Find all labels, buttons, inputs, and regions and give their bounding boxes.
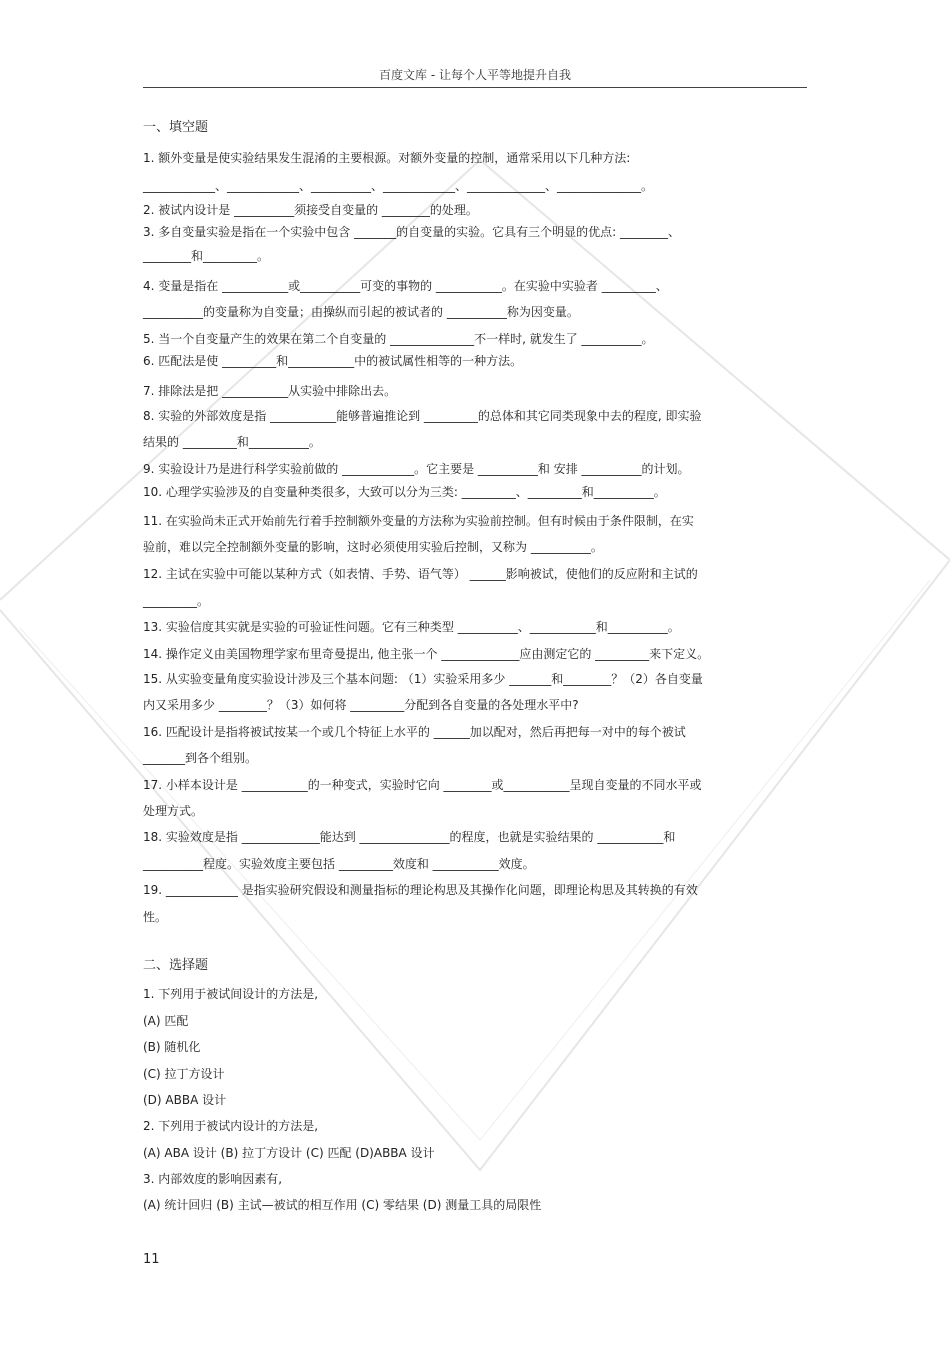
page-header: 百度文库 - 让每个人平等地提升自我 [379, 68, 571, 82]
question-line: 18. 实验效度是指 _____________能达到 _______________的程度，也就是实验结果的 ___________和 [143, 830, 676, 844]
choice-line: 3. 内部效度的影响因素有, [143, 1172, 283, 1186]
question-line: _______到各个组别。 [143, 751, 258, 765]
question-line: 9. 实验设计乃是进行科学实验前做的 ____________。它主要是 __________和 安排 __________的计划。 [143, 462, 690, 476]
question-line: 16. 匹配设计是指将被试按某一个或几个特征上水平的 ______加以配对，然后再把每一对中的每个被试 [143, 725, 686, 739]
question-line: 性。 [143, 910, 168, 924]
page-number: 11 [143, 1252, 160, 1267]
choice-line: 2. 下列用于被试内设计的方法是, [143, 1119, 319, 1133]
choice-line: (A) ABA 设计 (B) 拉丁方设计 (C) 匹配 (D)ABBA 设计 [143, 1146, 435, 1160]
choice-line: (A) 匹配 [143, 1014, 189, 1028]
question-line: 验前，难以完全控制额外变量的影响，这时必须使用实验后控制，又称为 __________。 [143, 540, 603, 554]
question-line: 11. 在实验尚未正式开始前先行着手控制额外变量的方法称为实验前控制。但有时候由于条件限制，在实 [143, 514, 694, 528]
section-title-fill-in: 一、填空题 [143, 120, 209, 135]
question-line: 2. 被试内设计是 __________须接受自变量的 ________的处理。 [143, 203, 478, 217]
question-line: 4. 变量是指在 ___________或__________可变的事物的 ___________。在实验中实验者 _________、 [143, 279, 668, 293]
question-line: 6. 匹配法是使 _________和___________中的被试属性相等的一种方法。 [143, 354, 523, 368]
question-line: 1. 额外变量是使实验结果发生混淆的主要根源。对额外变量的控制，通常采用以下几种方法: [143, 151, 631, 165]
question-line: 12. 主试在实验中可能以某种方式（如表情、手势、语气等） ______影响被试，使他们的反应附和主试的 [143, 567, 698, 581]
question-line: 10. 心理学实验涉及的自变量种类很多，大致可以分为三类: _________、_________和__________。 [143, 485, 666, 499]
section-title-multiple-choice: 二、选择题 [143, 958, 209, 973]
question-line: ____________、____________、__________、____________、_____________、______________。 [143, 179, 654, 193]
question-line: 15. 从实验变量角度实验设计涉及三个基本问题: （1）实验采用多少 _______和________？（2）各自变量 [143, 672, 703, 686]
choice-line: (A) 统计回归 (B) 主试—被试的相互作用 (C) 零结果 (D) 测量工具的局限性 [143, 1198, 542, 1212]
choice-line: 1. 下列用于被试间设计的方法是, [143, 987, 319, 1001]
question-line: 17. 小样本设计是 ___________的一种变式，实验时它向 ________或___________呈现自变量的不同水平或 [143, 778, 702, 792]
question-line: 19. ____________ 是指实验研究假设和测量指标的理论构思及其操作化问题，即理论构思及其转换的有效 [143, 883, 698, 897]
question-line: __________程度。实验效度主要包括 _________效度和 ___________效度。 [143, 857, 535, 871]
question-line: 3. 多自变量实验是指在一个实验中包含 _______的自变量的实验。它具有三个明显的优点: ________、 [143, 225, 680, 239]
question-line: __________的变量称为自变量；由操纵而引起的被试者的 __________称为因变量。 [143, 305, 579, 319]
header-divider [143, 87, 807, 88]
question-line: 7. 排除法是把 ___________从实验中排除出去。 [143, 384, 397, 398]
question-line: _________。 [143, 594, 210, 608]
question-line: 8. 实验的外部效度是指 ___________能够普遍推论到 _________的总体和其它同类现象中去的程度, 即实验 [143, 409, 702, 423]
choice-line: (D) ABBA 设计 [143, 1093, 227, 1107]
choice-line: (C) 拉丁方设计 [143, 1067, 225, 1081]
question-line: 14. 操作定义由美国物理学家布里奇曼提出, 他主张一个 _____________应由测定它的 _________来下定义。 [143, 647, 710, 661]
question-line: 内又采用多少 ________？（3）如何将 _________分配到各自变量的各处理水平中? [143, 698, 579, 712]
question-line: ________和_________。 [143, 249, 270, 263]
choice-line: (B) 随机化 [143, 1040, 201, 1054]
question-line: 13. 实验信度其实就是实验的可验证性问题。它有三种类型 __________、___________和__________。 [143, 620, 680, 634]
question-line: 结果的 _________和__________。 [143, 435, 321, 449]
question-line: 5. 当一个自变量产生的效果在第二个自变量的 ______________不一样时, 就发生了 __________。 [143, 332, 654, 346]
question-line: 处理方式。 [143, 804, 204, 818]
